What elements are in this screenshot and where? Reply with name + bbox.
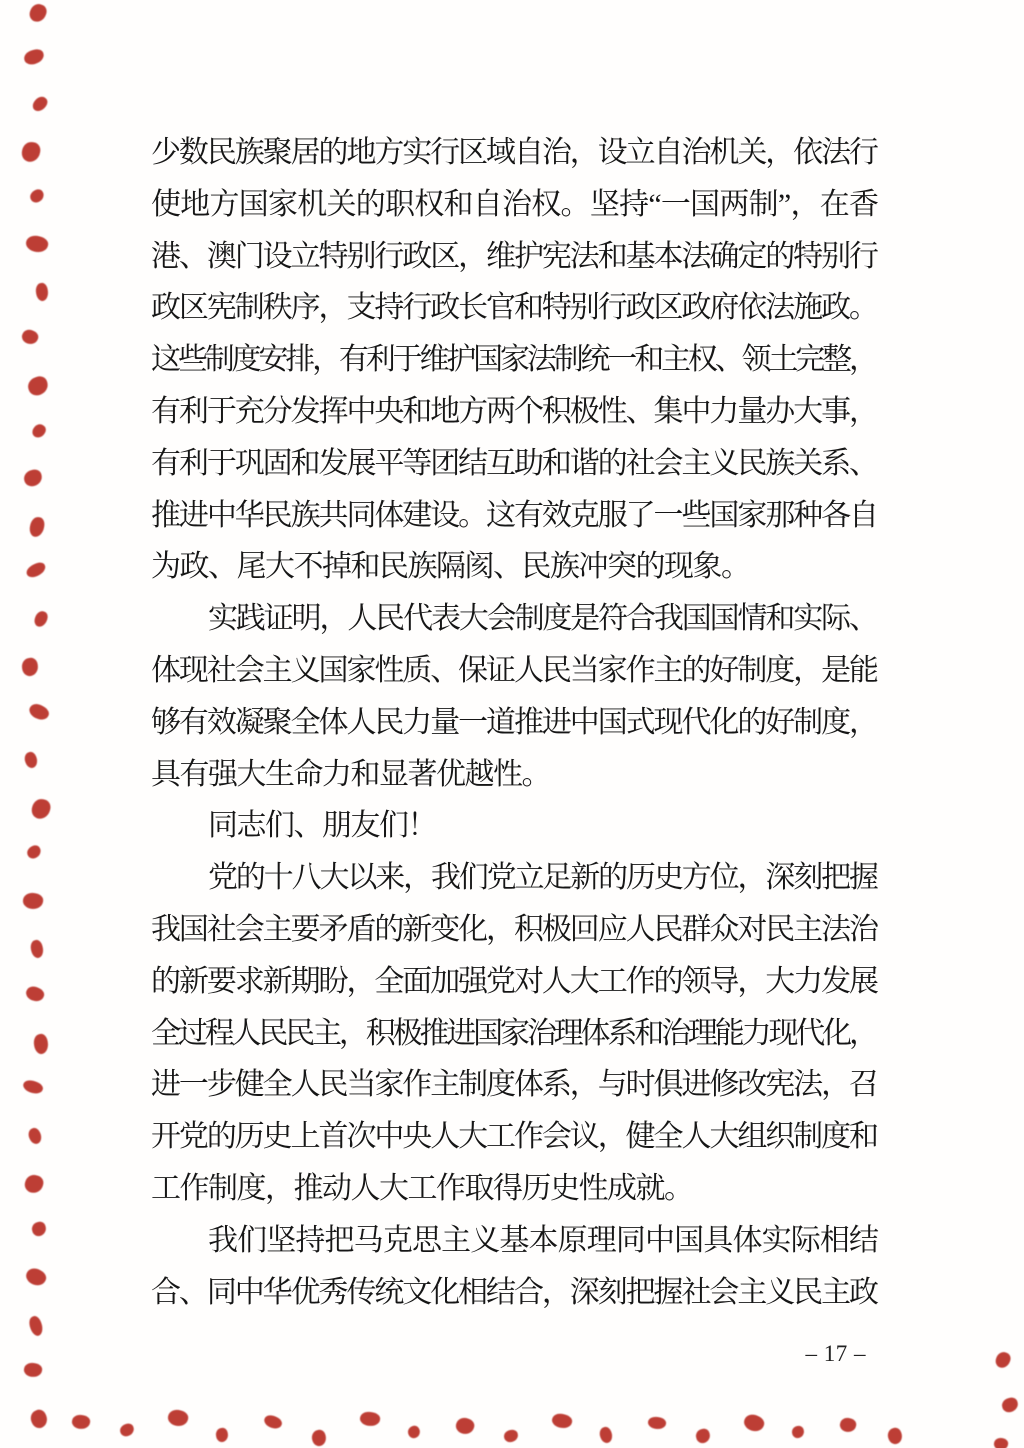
red-ink-mark	[23, 1265, 48, 1289]
red-ink-mark	[454, 1415, 476, 1436]
text-line: 这些制度安排，有利于维护国家法制统一和主权、领土完整，	[151, 343, 875, 377]
red-ink-mark	[742, 1412, 767, 1435]
text-line: 使地方国家机关的职权和自治权。坚持“一国两制”，在香	[151, 187, 875, 221]
red-ink-mark	[993, 1437, 1009, 1448]
red-ink-mark	[215, 1427, 229, 1443]
red-ink-mark	[791, 1425, 805, 1439]
red-ink-mark	[23, 750, 40, 769]
red-ink-mark	[30, 797, 53, 821]
text-line: 港、澳门设立特别行政区，维护宪法和基本法确定的特别行	[151, 239, 875, 273]
red-ink-mark	[503, 1429, 519, 1443]
text-line: 为政、尾大不掉和民族隔阂、民族冲突的现象。	[151, 550, 750, 584]
red-ink-mark	[35, 282, 50, 302]
red-ink-mark	[71, 1414, 91, 1431]
text-line: 推进中华民族共同体建设。这有效克服了一些国家那种各自	[151, 498, 875, 532]
text-line: 党的十八大以来，我们党立足新的历史方位，深刻把握	[208, 861, 875, 895]
red-ink-mark	[262, 1413, 283, 1431]
text-line: 有利于充分发挥中央和地方两个积极性、集中力量办大事，	[151, 394, 875, 428]
text-line: 有利于巩固和发展平等团结互助和谐的社会主义民族关系、	[151, 446, 875, 480]
text-line: 全过程人民民主，积极推进国家治理体系和治理能力现代化，	[151, 1016, 875, 1050]
red-ink-mark	[166, 1408, 189, 1429]
red-ink-mark	[647, 1416, 667, 1431]
red-ink-mark	[994, 1350, 1013, 1370]
red-ink-mark	[23, 1173, 45, 1195]
red-ink-mark	[24, 984, 46, 1004]
text-line: 工作制度，推动人大工作取得历史性成就。	[151, 1171, 693, 1205]
text-line: 的新要求新期盼，全面加强党对人大工作的领导，大力发展	[151, 964, 875, 998]
red-ink-mark	[28, 516, 45, 538]
page-number: – 17 –	[805, 1341, 866, 1366]
red-ink-mark	[27, 2, 48, 24]
red-ink-mark	[26, 374, 51, 398]
text-line: 同志们、朋友们！	[208, 809, 436, 843]
red-ink-mark	[21, 657, 40, 678]
red-ink-mark	[26, 1126, 44, 1146]
text-line: 实践证明，人民代表大会制度是符合我国国情和实际、	[208, 602, 875, 636]
red-ink-mark	[27, 701, 51, 723]
red-ink-mark	[118, 1422, 135, 1438]
red-ink-mark	[694, 1427, 711, 1444]
red-ink-mark	[406, 1424, 422, 1440]
red-ink-mark	[33, 609, 50, 628]
red-ink-mark	[30, 94, 49, 114]
red-ink-mark	[28, 1407, 50, 1430]
red-ink-mark	[22, 1078, 45, 1096]
red-ink-mark	[598, 1425, 615, 1444]
red-ink-mark	[27, 1315, 45, 1338]
red-ink-mark	[838, 1416, 857, 1434]
red-ink-mark	[886, 1426, 905, 1446]
red-ink-mark	[29, 939, 45, 959]
red-ink-mark	[25, 843, 43, 860]
red-ink-mark	[310, 1428, 328, 1447]
red-ink-mark	[20, 327, 40, 346]
red-ink-mark	[28, 187, 46, 204]
red-ink-mark	[1000, 1396, 1019, 1414]
text-line: 进一步健全人民当家作主制度体系，与时俱进修改宪法，召	[151, 1068, 875, 1102]
text-line: 政区宪制秩序，支持行政长官和特别行政区政府依法施政。	[151, 291, 875, 325]
document-body-text	[151, 127, 875, 1318]
red-ink-mark	[24, 233, 49, 254]
text-line: 少数民族聚居的地方实行区域自治，设立自治机关，依法行	[151, 136, 875, 169]
red-ink-mark	[20, 141, 41, 164]
red-ink-mark	[22, 891, 44, 910]
red-ink-mark	[359, 1410, 381, 1427]
text-line: 具有强大生命力和显著优越性。	[151, 757, 550, 791]
text-line: 合、同中华优秀传统文化相结合，深刻把握社会主义民主政	[151, 1275, 875, 1309]
text-line: 我们坚持把马克思主义基本原理同中国具体实际相结	[208, 1223, 875, 1257]
red-ink-mark	[32, 1033, 49, 1055]
red-ink-mark	[24, 560, 47, 579]
text-line: 够有效凝聚全体人民力量一道推进中国式现代化的好制度，	[151, 705, 875, 739]
text-line: 我国社会主要矛盾的新变化，积极回应人民群众对民主法治	[151, 912, 875, 946]
red-ink-mark	[551, 1412, 574, 1431]
red-ink-mark	[30, 422, 48, 440]
text-line: 开党的历史上首次中央人大工作会议，健全人大组织制度和	[151, 1120, 875, 1154]
red-ink-mark	[30, 1220, 47, 1237]
text-line: 体现社会主义国家性质、保证人民当家作主的好制度，是能	[151, 653, 875, 687]
red-ink-mark	[22, 468, 44, 488]
red-ink-mark	[23, 48, 46, 67]
